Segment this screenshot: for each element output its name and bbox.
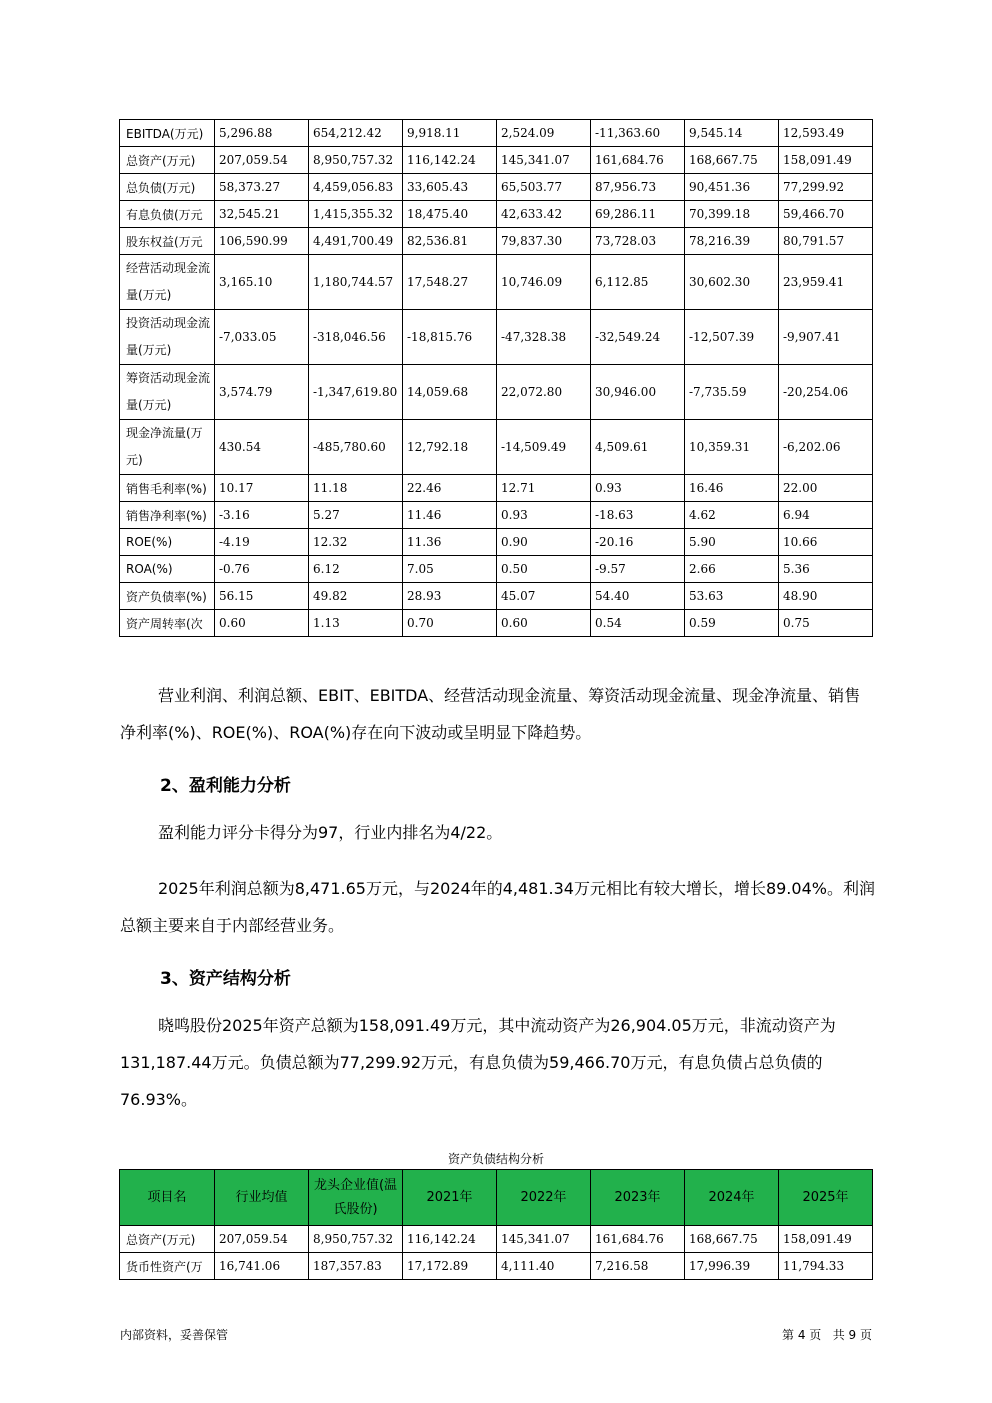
- table-cell: 0.50: [497, 556, 591, 583]
- table-cell: 6.94: [779, 502, 873, 529]
- table-cell: 33,605.43: [403, 174, 497, 201]
- table-cell: 3,574.79: [215, 365, 309, 420]
- column-header: 2023年: [591, 1170, 685, 1226]
- row-label: 有息负债(万元: [120, 201, 215, 228]
- table-cell: 0.90: [497, 529, 591, 556]
- row-label: 总资产(万元): [120, 147, 215, 174]
- table-cell: 4.62: [685, 502, 779, 529]
- table-cell: 116,142.24: [403, 1226, 497, 1253]
- asset-structure-heading: 3、资产结构分析: [160, 969, 291, 989]
- table-cell: 6,112.85: [591, 255, 685, 310]
- table-cell: 4,509.61: [591, 420, 685, 475]
- row-label: 经营活动现金流量(万元): [120, 255, 215, 310]
- table-cell: 0.60: [215, 610, 309, 637]
- row-label: EBITDA(万元): [120, 120, 215, 147]
- table-cell: 87,956.73: [591, 174, 685, 201]
- table-cell: 32,545.21: [215, 201, 309, 228]
- table-cell: -12,507.39: [685, 310, 779, 365]
- table-cell: -9.57: [591, 556, 685, 583]
- table-cell: 10.17: [215, 475, 309, 502]
- table-cell: -20.16: [591, 529, 685, 556]
- table-cell: 116,142.24: [403, 147, 497, 174]
- table-caption: 资产负债结构分析: [447, 1152, 544, 1166]
- table-cell: 8,950,757.32: [309, 1226, 403, 1253]
- table-cell: -20,254.06: [779, 365, 873, 420]
- table-cell: -7,735.59: [685, 365, 779, 420]
- table-cell: 14,059.68: [403, 365, 497, 420]
- column-header: 龙头企业值(温氏股份): [309, 1170, 403, 1226]
- table-cell: 0.70: [403, 610, 497, 637]
- table-cell: 6.12: [309, 556, 403, 583]
- table-cell: 0.75: [779, 610, 873, 637]
- table-cell: 10,359.31: [685, 420, 779, 475]
- table-row: [120, 147, 873, 174]
- table-cell: 82,536.81: [403, 228, 497, 255]
- financial-indicators-table: [119, 119, 873, 637]
- table-cell: 1,415,355.32: [309, 201, 403, 228]
- table-row: [120, 420, 873, 475]
- table-cell: -14,509.49: [497, 420, 591, 475]
- table-cell: 161,684.76: [591, 147, 685, 174]
- table-cell: 2.66: [685, 556, 779, 583]
- row-label: 总负债(万元): [120, 174, 215, 201]
- table-cell: 0.60: [497, 610, 591, 637]
- table-cell: 7.05: [403, 556, 497, 583]
- table-cell: 49.82: [309, 583, 403, 610]
- table-row: [120, 556, 873, 583]
- table-row: [120, 583, 873, 610]
- table-cell: 30,946.00: [591, 365, 685, 420]
- table-row: [120, 310, 873, 365]
- table-cell: -6,202.06: [779, 420, 873, 475]
- table-cell: 11.46: [403, 502, 497, 529]
- table-cell: 158,091.49: [779, 147, 873, 174]
- row-label: 销售净利率(%): [120, 502, 215, 529]
- table-cell: 8,950,757.32: [309, 147, 403, 174]
- table-row: [120, 201, 873, 228]
- trend-summary-paragraph: 营业利润、利润总额、EBIT、EBITDA、经营活动现金流量、筹资活动现金流量、现金净流量、销售净利率(%)、ROE(%)、ROA(%)存在向下波动或呈明显下降趋势。: [120, 686, 861, 742]
- table-row: [120, 255, 873, 310]
- table-cell: 207,059.54: [215, 1226, 309, 1253]
- table-cell: 5,296.88: [215, 120, 309, 147]
- table-cell: 145,341.07: [497, 147, 591, 174]
- table-cell: 22.00: [779, 475, 873, 502]
- table-cell: 70,399.18: [685, 201, 779, 228]
- table-cell: -318,046.56: [309, 310, 403, 365]
- table-cell: -11,363.60: [591, 120, 685, 147]
- table-header-row: [120, 1170, 873, 1226]
- table-cell: 78,216.39: [685, 228, 779, 255]
- table-cell: 1,180,744.57: [309, 255, 403, 310]
- asset-structure-paragraph: 晓鸣股份2025年资产总额为158,091.49万元，其中流动资产为26,904.05万元，非流动资产为131,187.44万元。负债总额为77,299.92万元，有息负债为59,466.70万元，有息负债占总负债的76.93%。: [120, 1016, 836, 1109]
- table-cell: 654,212.42: [309, 120, 403, 147]
- table-cell: -1,347,619.80: [309, 365, 403, 420]
- table-cell: 17,548.27: [403, 255, 497, 310]
- table-cell: 77,299.92: [779, 174, 873, 201]
- table-cell: 145,341.07: [497, 1226, 591, 1253]
- footer-page-number: 第 4 页 共 9 页: [782, 1328, 872, 1342]
- row-label: 筹资活动现金流量(万元): [120, 365, 215, 420]
- table-cell: 10.66: [779, 529, 873, 556]
- row-label: 总资产(万元): [120, 1226, 215, 1253]
- column-header: 行业均值: [215, 1170, 309, 1226]
- table-cell: -3.16: [215, 502, 309, 529]
- table-cell: 80,791.57: [779, 228, 873, 255]
- table-cell: 17,996.39: [685, 1253, 779, 1280]
- table-cell: 58,373.27: [215, 174, 309, 201]
- table-cell: 22.46: [403, 475, 497, 502]
- table-cell: 4,491,700.49: [309, 228, 403, 255]
- table-cell: -0.76: [215, 556, 309, 583]
- column-header: 项目名: [120, 1170, 215, 1226]
- table-cell: 56.15: [215, 583, 309, 610]
- table-cell: 59,466.70: [779, 201, 873, 228]
- table-cell: 42,633.42: [497, 201, 591, 228]
- table-cell: 5.27: [309, 502, 403, 529]
- table-cell: 0.59: [685, 610, 779, 637]
- table-row: [120, 610, 873, 637]
- table-row: [120, 1226, 873, 1253]
- table-cell: 5.90: [685, 529, 779, 556]
- row-label: 资产负债率(%): [120, 583, 215, 610]
- table-cell: 187,357.83: [309, 1253, 403, 1280]
- table-row: [120, 228, 873, 255]
- table-cell: 17,172.89: [403, 1253, 497, 1280]
- row-label: ROA(%): [120, 556, 215, 583]
- table-cell: -18.63: [591, 502, 685, 529]
- table-cell: -32,549.24: [591, 310, 685, 365]
- table-cell: 11.18: [309, 475, 403, 502]
- table-cell: 12,792.18: [403, 420, 497, 475]
- table-cell: 207,059.54: [215, 147, 309, 174]
- table-cell: 0.93: [591, 475, 685, 502]
- table-row: [120, 529, 873, 556]
- table-cell: 4,111.40: [497, 1253, 591, 1280]
- profitability-heading: 2、盈利能力分析: [160, 776, 291, 796]
- table-cell: 4,459,056.83: [309, 174, 403, 201]
- row-label: 股东权益(万元: [120, 228, 215, 255]
- table-cell: 3,165.10: [215, 255, 309, 310]
- row-label: 货币性资产(万: [120, 1253, 215, 1280]
- balance-structure-table: [119, 1169, 873, 1280]
- table-cell: 430.54: [215, 420, 309, 475]
- row-label: 投资活动现金流量(万元): [120, 310, 215, 365]
- table-cell: 7,216.58: [591, 1253, 685, 1280]
- table-cell: 90,451.36: [685, 174, 779, 201]
- table-cell: 10,746.09: [497, 255, 591, 310]
- table-cell: -47,328.38: [497, 310, 591, 365]
- column-header: 2021年: [403, 1170, 497, 1226]
- table-cell: 0.93: [497, 502, 591, 529]
- row-label: 现金净流量(万元): [120, 420, 215, 475]
- table-cell: -18,815.76: [403, 310, 497, 365]
- row-label: 资产周转率(次: [120, 610, 215, 637]
- table-row: [120, 502, 873, 529]
- table-row: [120, 1253, 873, 1280]
- table-row: [120, 174, 873, 201]
- table-cell: 12.71: [497, 475, 591, 502]
- table-cell: 11.36: [403, 529, 497, 556]
- table-cell: 158,091.49: [779, 1226, 873, 1253]
- table-cell: 5.36: [779, 556, 873, 583]
- table-cell: 168,667.75: [685, 1226, 779, 1253]
- table-cell: 65,503.77: [497, 174, 591, 201]
- table-cell: 16.46: [685, 475, 779, 502]
- table-cell: 106,590.99: [215, 228, 309, 255]
- table-cell: 48.90: [779, 583, 873, 610]
- table-cell: 18,475.40: [403, 201, 497, 228]
- table-cell: 53.63: [685, 583, 779, 610]
- table-cell: -7,033.05: [215, 310, 309, 365]
- table-cell: 23,959.41: [779, 255, 873, 310]
- table-cell: 11,794.33: [779, 1253, 873, 1280]
- table-cell: -485,780.60: [309, 420, 403, 475]
- table-cell: -9,907.41: [779, 310, 873, 365]
- table-cell: 168,667.75: [685, 147, 779, 174]
- table-cell: 79,837.30: [497, 228, 591, 255]
- table-cell: 9,918.11: [403, 120, 497, 147]
- table-cell: 16,741.06: [215, 1253, 309, 1280]
- row-label: ROE(%): [120, 529, 215, 556]
- footer-confidential: 内部资料，妥善保管: [120, 1328, 229, 1342]
- table-cell: 30,602.30: [685, 255, 779, 310]
- column-header: 2025年: [779, 1170, 873, 1226]
- table-cell: 12,593.49: [779, 120, 873, 147]
- table-cell: 1.13: [309, 610, 403, 637]
- table-row: [120, 365, 873, 420]
- column-header: 2024年: [685, 1170, 779, 1226]
- table-cell: 9,545.14: [685, 120, 779, 147]
- profitability-score-paragraph: 盈利能力评分卡得分为97，行业内排名为4/22。: [158, 823, 503, 842]
- table-row: [120, 475, 873, 502]
- row-label: 销售毛利率(%): [120, 475, 215, 502]
- table-cell: 22,072.80: [497, 365, 591, 420]
- table-cell: 0.54: [591, 610, 685, 637]
- profit-total-paragraph: 2025年利润总额为8,471.65万元，与2024年的4,481.34万元相比有较大增长，增长89.04%。利润总额主要来自于内部经营业务。: [120, 879, 875, 935]
- table-cell: 45.07: [497, 583, 591, 610]
- table-cell: 73,728.03: [591, 228, 685, 255]
- column-header: 2022年: [497, 1170, 591, 1226]
- table-cell: 161,684.76: [591, 1226, 685, 1253]
- table-cell: 12.32: [309, 529, 403, 556]
- table-cell: 69,286.11: [591, 201, 685, 228]
- table-cell: 28.93: [403, 583, 497, 610]
- table-cell: 54.40: [591, 583, 685, 610]
- table-cell: -4.19: [215, 529, 309, 556]
- table-cell: 2,524.09: [497, 120, 591, 147]
- table-row: [120, 120, 873, 147]
